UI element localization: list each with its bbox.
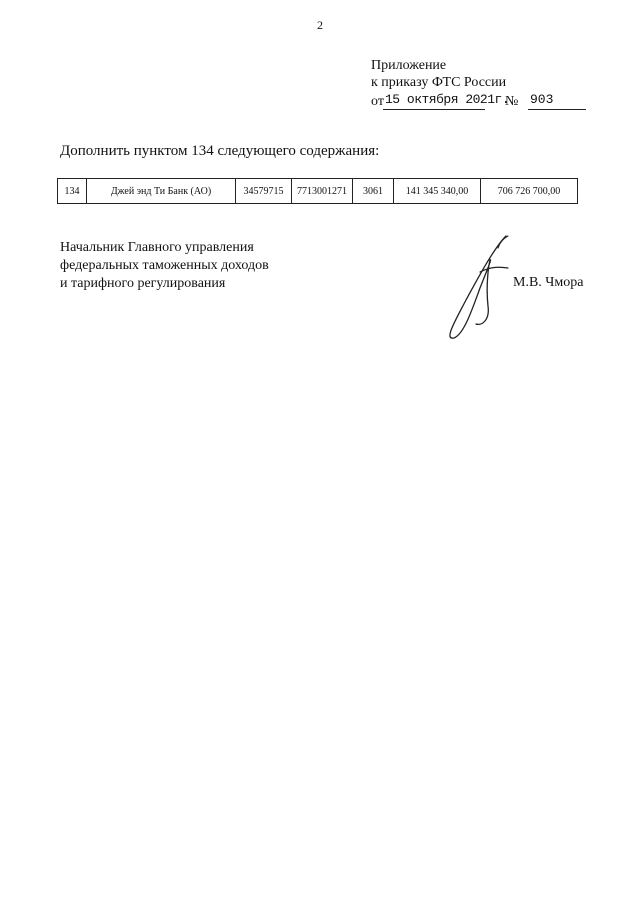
entry-table	[57, 178, 578, 204]
appendix-subtitle: к приказу ФТС России	[371, 75, 507, 90]
position-line: и тарифного регулирования	[60, 276, 226, 291]
table-cell-inn: 7713001271	[292, 179, 353, 204]
page-number: 2	[317, 18, 323, 32]
table-cell-license: 3061	[353, 179, 394, 204]
date-prefix: от	[371, 94, 384, 109]
table-cell-amount-2: 706 726 700,00	[481, 179, 578, 204]
table-cell-okpo: 34579715	[236, 179, 292, 204]
appendix-header	[371, 57, 554, 111]
table-row	[58, 179, 578, 204]
signature-position	[60, 239, 269, 293]
number-sign: №	[505, 94, 519, 109]
appendix-title: Приложение	[371, 58, 447, 73]
position-line: Начальник Главного управления	[60, 240, 254, 255]
signer-name: М.В. Чмора	[513, 275, 584, 290]
table-cell-amount-1: 141 345 340,00	[394, 179, 481, 204]
intro-text: Дополнить пунктом 134 следующего содержания:	[60, 143, 380, 159]
table-cell-bank-name: Джей энд Ти Банк (АО)	[87, 179, 236, 204]
position-line: федеральных таможенных доходов	[60, 258, 269, 273]
order-number: 903	[528, 91, 586, 110]
order-date: 15 октября 2021г.	[383, 91, 485, 110]
table-cell-index: 134	[58, 179, 87, 204]
order-reference	[371, 91, 554, 111]
